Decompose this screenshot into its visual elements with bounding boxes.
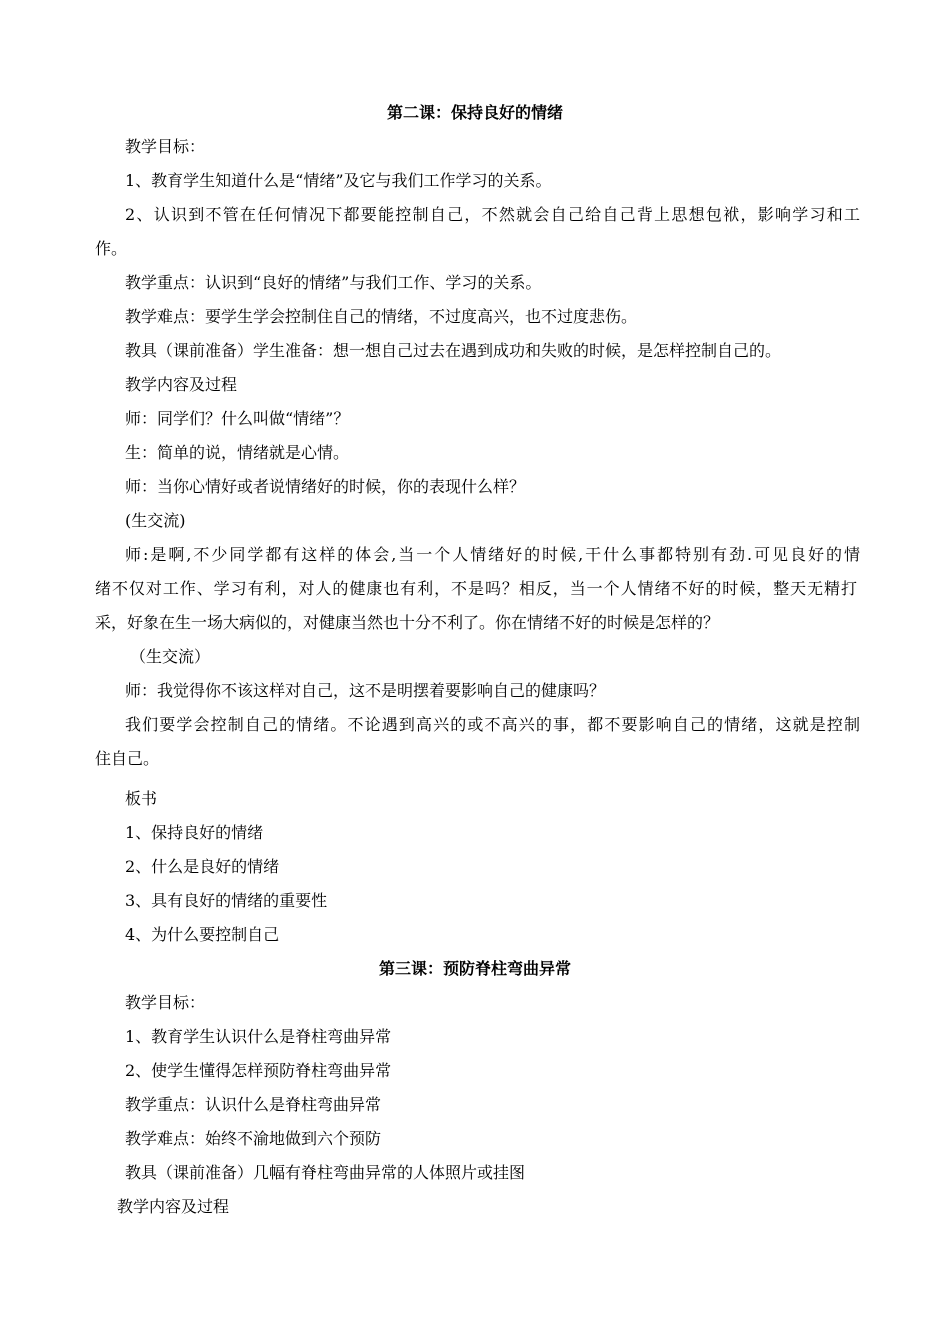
lesson3-title: 第三课：预防脊柱弯曲异常 [378, 959, 571, 978]
lesson2-goals-label: 教学目标： [125, 137, 206, 156]
lesson2-exchange-1: (生交流) [125, 511, 186, 530]
lesson2-para-1-line-3: 采，好象在生一场大病似的，对健康当然也十分不利了。你在情绪不好的时候是怎样的？ [95, 613, 720, 632]
lesson2-goal-2-line-2: 作。 [95, 239, 128, 258]
lesson2-board-item-3: 3、具有良好的情绪的重要性 [125, 891, 328, 910]
lesson2-key-point: 教学重点：认识到“良好的情绪”与我们工作、学习的关系。 [125, 273, 542, 292]
lesson3-content-label: 教学内容及过程 [117, 1197, 230, 1216]
lesson2-content-label: 教学内容及过程 [125, 375, 238, 394]
lesson3-goal-2: 2、使学生懂得怎样预防脊柱弯曲异常 [125, 1061, 392, 1080]
lesson2-para-1-line-2: 绪不仅对工作、学习有利，对人的健康也有利，不是吗？相反，当一个人情绪不好的时候，整天无精打 [95, 579, 857, 598]
lesson2-para-2-line-1: 我们要学会控制自己的情绪。不论遇到高兴的或不高兴的事，都不要影响自己的情绪，这就是控制 [125, 715, 860, 734]
lesson3-tools: 教具（课前准备）几幅有脊柱弯曲异常的人体照片或挂图 [125, 1163, 526, 1182]
lesson2-board-item-4: 4、为什么要控制自己 [125, 925, 280, 944]
lesson2-exchange-2: （生交流） [130, 647, 211, 666]
lesson2-goal-1: 1、教育学生知道什么是“情绪”及它与我们工作学习的关系。 [125, 171, 552, 190]
lesson3-goals-label: 教学目标： [125, 993, 206, 1012]
lesson2-dialog-1: 师：同学们？什么叫做“情绪”？ [125, 409, 350, 428]
lesson2-dialog-3: 师：当你心情好或者说情绪好的时候，你的表现什么样？ [125, 477, 526, 496]
lesson3-difficulty: 教学难点：始终不渝地做到六个预防 [125, 1129, 382, 1148]
lesson3-key-point: 教学重点：认识什么是脊柱弯曲异常 [125, 1095, 382, 1114]
lesson2-board-item-1: 1、保持良好的情绪 [125, 823, 264, 842]
lesson2-board-label: 板书 [125, 789, 158, 808]
lesson2-difficulty: 教学难点：要学生学会控制住自己的情绪，不过度高兴，也不过度悲伤。 [125, 307, 638, 326]
lesson2-board-item-2: 2、什么是良好的情绪 [125, 857, 280, 876]
lesson3-goal-1: 1、教育学生认识什么是脊柱弯曲异常 [125, 1027, 392, 1046]
lesson2-goal-2-line-1: 2、认识到不管在任何情况下都要能控制自己，不然就会自己给自己背上思想包袱，影响学习和工 [125, 205, 860, 224]
lesson2-title: 第二课：保持良好的情绪 [386, 103, 563, 122]
lesson2-para-1-line-1: 师:是啊,不少同学都有这样的体会,当一个人情绪好的时候,干什么事都特别有劲.可见良好的情 [125, 545, 860, 564]
lesson2-dialog-2: 生：简单的说，情绪就是心情。 [125, 443, 350, 462]
lesson2-para-2-line-2: 住自己。 [95, 749, 160, 768]
lesson2-tools: 教具（课前准备）学生准备：想一想自己过去在遇到成功和失败的时候，是怎样控制自己的。 [125, 341, 782, 360]
lesson2-dialog-4: 师：我觉得你不该这样对自己，这不是明摆着要影响自己的健康吗？ [125, 681, 606, 700]
